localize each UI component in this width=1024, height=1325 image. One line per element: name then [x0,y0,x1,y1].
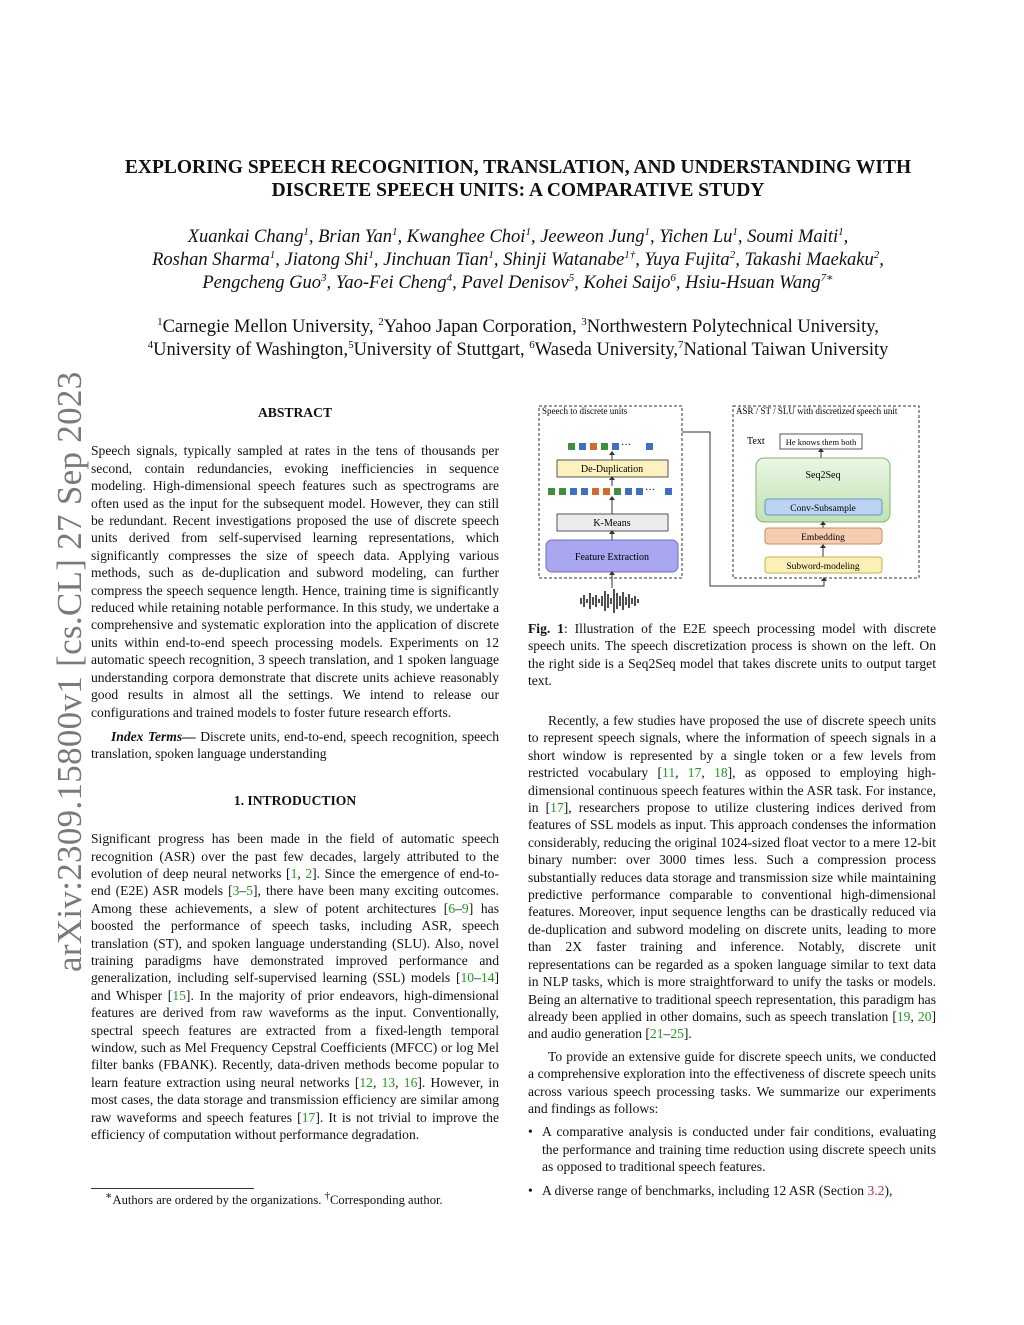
affiliation-name: University of Washington [153,340,344,360]
arxiv-identifier-stamp: arXiv:2309.15800v1 [cs.CL] 27 Sep 2023 [50,371,89,972]
citation-link[interactable]: 6 [448,900,456,916]
author-line-1: Xuankai Chang$^1$, Brian Yan$^1$, Kwanghee Choi$^1$, Jeeweon Jung$^1$, Yichen Lu$^1$, Soumi Maiti$^1$, [187,225,849,247]
dedup-token-row [568,440,653,451]
paper-title [100,156,936,202]
token-blue [665,488,672,495]
author-line-2: Roshan Sharma$^1$, Jiatong Shi$^1$, Jinchuan Tian$^1$, Shinji Watanabe$^{1\dagger}$, Yuya Fujita$^2$, Takashi Maekaku$^2$, [152,248,884,270]
embedding-label: Embedding [801,533,845,543]
abstract-text: Speech signals, typically sampled at rates in the tens of thousands per second, contain redundancies, evoking inefficiencies in sequence modeling. High-dimensional speech features such as spectrograms are often used as the input for the subsequent model. However, they can still be redundant. Recent investigations proposed the use of discrete speech units derived from self-supervised learning representations, which significantly compresses the size of speech data. Applying various methods, such as de-duplication and subword modeling, can further compress the speech sequence length. Hence, training time is significantly reduced while retaining notable performance. In this study, we undertake a comprehensive and systematic exploration into the application of discrete units within end-to-end speech processing models. Experiments on 12 automatic speech recognition, 3 speech translation, and 1 spoken language understanding corpora demonstrate that discrete units achieve reasonably good results in almost all the settings. We intend to release our configurations and trained models to foster future research efforts. [91,443,499,720]
ellipsis: ··· [645,485,655,496]
author-name: Pavel Denisov [461,273,569,293]
token-blue [581,488,588,495]
index-terms [91,728,499,763]
figure-1-caption [528,620,936,690]
affiliation-name: Carnegie Mellon University [162,317,369,337]
author-name: Pengcheng Guo [202,273,322,293]
citation-link[interactable]: 2 [305,865,313,881]
citation-link[interactable]: 25 [670,1026,684,1042]
arrow-head [609,451,615,455]
footnote: ∗Authors are ordered by the organizations. †Corresponding author. [105,1189,443,1207]
citation-link[interactable]: 19 [896,1008,911,1024]
citation-link[interactable]: 15 [172,987,186,1003]
left-panel-title: Speech to discrete units [542,406,628,416]
affiliation-line-2: $^4$University of Washington,$^5$University of Stuttgart, $^6$Waseda University,$^7$National Taiwan University [147,338,889,360]
token-green [568,443,575,450]
index-terms-text: Discrete units, end-to-end, speech recognition, speech translation, spoken language understanding [91,728,499,762]
output-text: He knows them both [785,437,857,447]
token-green [559,488,566,495]
citation-link[interactable]: 13 [381,1074,396,1090]
affiliations [90,316,946,362]
waveform-icon [581,589,638,613]
left-column [91,404,499,1143]
token-blue [625,488,632,495]
citation-link[interactable]: 12 [359,1074,373,1090]
author-name: Takashi Maekaku [744,250,874,270]
figure-1-diagram [528,402,936,614]
citation-link[interactable]: 10 [460,970,475,986]
right-panel-title: ASR / ST / SLU with discretized speech unit [736,406,898,416]
introduction-heading: 1. INTRODUCTION [233,792,357,808]
introduction-paragraph: Significant progress has been made in the field of automatic speech recognition (ASR) over the past few decades, largely attributed to the evolution of deep neural networks [1, 2]. Since the emergence of end-to-end (E2E) ASR models [3–5], there have been many exciting outcomes. Among these achievements, a slew of potent architectures [6–9] has boosted the performance of speech tasks, including ASR, speech translation (ST), and spoken language understanding (SLU). Also, novel training paradigms have demonstrated improved performance and generalization, including self-supervised learning (SSL) models [10–14] and Whisper [15]. In the majority of prior endeavors, high-dimensional features are derived from raw waveforms as the input. Conventionally, spectral speech features are extracted from a fixed-length temporal window, such as Mel Frequency Cepstral Coefficients (MFCC) or log Mel filter banks (FBANK). Recently, data-driven methods become popular to learn feature extraction using neural networks [12, 13, 16]. However, in most cases, the data storage and transmission efficiency are similar among raw waveforms and speech features [17]. It is not trivial to improve the efficiency of computation without performance degradation. [91,831,500,1143]
arrow-head [609,496,615,500]
author-name: Jiatong Shi [284,250,369,270]
dedup-label: De-Duplication [580,464,644,475]
author-name: Yichen Lu [659,227,733,247]
citation-link[interactable]: 14 [480,970,495,986]
body-paragraph: To provide an extensive guide for discrete speech units, we conducted a comprehensive exploration into the effectiveness of discrete speech units across various speech processing tasks. We summarize our experiments and findings as follows: [528,1048,936,1116]
right-column [528,712,936,1205]
citation-link[interactable]: 9 [461,900,469,916]
ellipsis: ··· [621,440,631,451]
token-green [548,488,555,495]
token-orange [592,488,599,495]
affiliation-name: Northwestern Polytechnical University [586,317,875,337]
citation-link[interactable]: 1 [290,865,298,881]
subword-modeling-label: Subword-modeling [786,562,860,572]
caption-label: Fig. 1 [528,621,564,636]
author-name: Hsiu-Hsuan Wang [685,273,821,293]
token-blue [579,443,586,450]
author-name: Roshan Sharma [152,250,270,270]
token-orange [603,488,610,495]
author-name: Jinchuan Tian [383,250,489,270]
author-name: Kwanghee Choi [406,227,526,247]
citation-link[interactable]: 21 [649,1026,664,1042]
affiliation-name: National Taiwan University [683,340,889,360]
list-item: • A diverse range of benchmarks, including 12 ASR (Section 3.2), [528,1182,936,1199]
token-orange [590,443,597,450]
citation-link[interactable]: 16 [403,1074,418,1090]
author-name: Xuankai Chang [187,227,304,247]
citation-link[interactable]: 17 [687,765,702,781]
affiliation-name: University of Stuttgart [353,340,521,360]
footnote-rule [91,1188,254,1189]
citation-link[interactable]: 18 [714,765,728,781]
author-list [100,226,936,295]
body-paragraph: Recently, a few studies have proposed the use of discrete speech units to represent speech signals, where the information of speech signals in a short window is represented by a single token or a few levels from restricted vocabulary [11, 17, 18], as opposed to employing high-dimensional continuous speech features within the ASR task. For instance, in [17], researchers propose to utilize clustering indices derived from features of SSL models as input. This approach condenses the information considerably, reducing the original 1024-sized float vector to a mere 12-bit binary number: over 3000 times less. Such a compression process substantially reduces data storage and transmission size while maintaining predictive performance comparable to conventional high-dimensional features. Moreover, input sequence lengths can be drastically reduced via de-duplication and subword modeling on discrete units, leading to more than 2X faster training and inference. Notably, discrete unit representations can be regarded as a spoken language similar to text data in NLP tasks, which is more straightforward to unify the tasks or models. Being an alternative to traditional speech representation, this paradigm has already been applied in other domains, such as speech translation [19, 20] and audio generation [21–25]. [528,713,937,1042]
list-item: • A comparative analysis is conducted under fair conditions, evaluating the performance and training time reduction using discrete speech units as opposed to traditional speech features. [528,1123,936,1175]
affiliation-name: Yahoo Japan Corporation [383,317,572,337]
author-name: Yao-Fei Cheng [335,273,447,293]
citation-link[interactable]: 17 [301,1109,316,1125]
caption-text: : Illustration of the E2E speech processing model with discrete speech units. The speech discretization process is shown on the left. On the right side is a Seq2Seq model that takes discrete units to output target text. [528,621,936,689]
kmeans-token-row [548,485,672,496]
title-line-1: EXPLORING SPEECH RECOGNITION, TRANSLATION, AND UNDERSTANDING WITH [124,157,912,178]
citation-link[interactable]: 17 [550,800,564,816]
affiliation-name: Waseda University [534,340,674,360]
token-blue [636,488,643,495]
author-name: Brian Yan [318,227,392,247]
author-line-3: Pengcheng Guo$^3$, Yao-Fei Cheng$^4$, Pavel Denisov$^5$, Kohei Saijo$^6$, Hsiu-Hsuan Wang$^{7∗}$ [202,271,834,293]
token-green [601,443,608,450]
conv-subsample-label: Conv-Subsample [790,504,856,514]
citation-link[interactable]: 3 [232,883,240,899]
section-link[interactable]: 3.2 [867,1182,885,1198]
token-green [614,488,621,495]
index-terms-label: Index Terms— [111,728,196,744]
citation-link[interactable]: 5 [246,883,254,899]
citation-link[interactable]: 20 [917,1008,932,1024]
author-name: Shinji Watanabe [503,250,625,270]
author-name: Soumi Maiti [747,227,839,247]
text-label: Text [747,436,765,447]
title-line-2: DISCRETE SPEECH UNITS: A COMPARATIVE STUDY [271,180,765,201]
author-name: Yuya Fujita [644,250,730,270]
citation-link[interactable]: 11 [662,765,676,781]
author-name: Kohei Saijo [583,273,671,293]
findings-list [528,1123,936,1199]
kmeans-label: K-Means [593,518,631,529]
arrow-head [820,544,826,548]
affiliation-line-1: $^1$Carnegie Mellon University, $^2$Yahoo Japan Corporation, $^3$Northwestern Polytechnical University, [157,315,879,337]
abstract-heading: ABSTRACT [257,405,333,420]
figure-1 [528,402,936,614]
author-name: Jeeweon Jung [540,227,645,247]
seq2seq-label: Seq2Seq [805,470,841,481]
token-blue [612,443,619,450]
token-blue [646,443,653,450]
feature-extraction-label: Feature Extraction [574,552,650,563]
token-blue [570,488,577,495]
